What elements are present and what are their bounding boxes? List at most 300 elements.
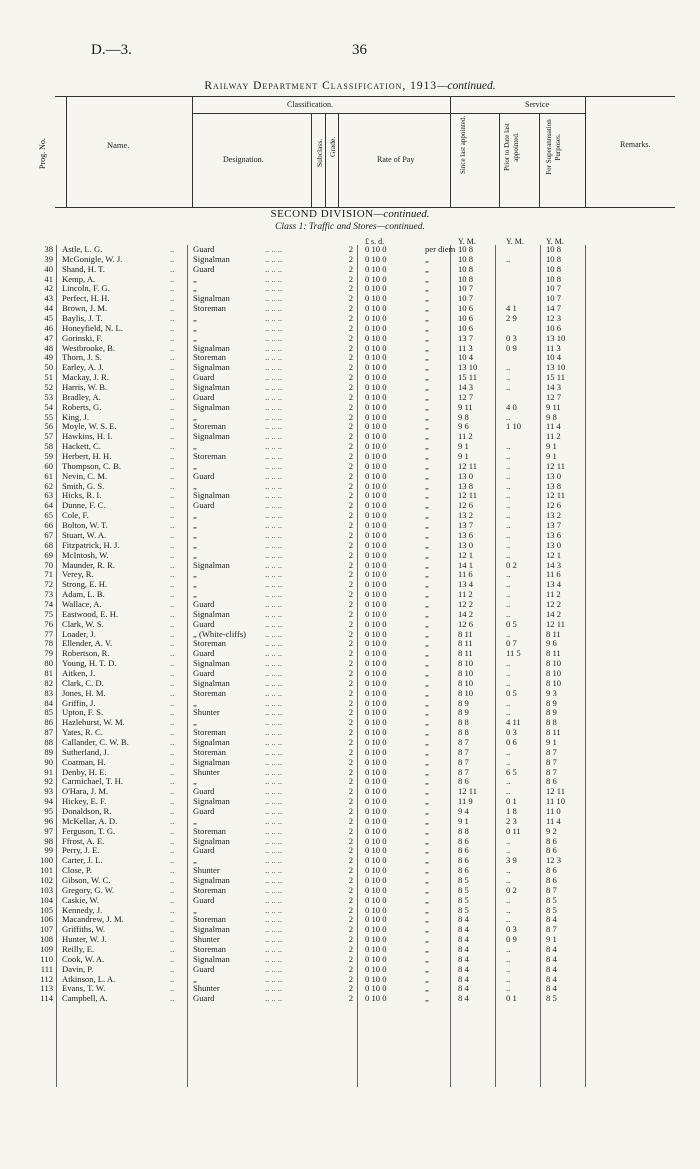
leader-dots: .. .. .. — [265, 618, 283, 629]
designation-cell: Signalman — [193, 293, 230, 304]
grade-cell: 2 — [348, 658, 353, 669]
prog-no-cell: 59 — [44, 451, 53, 462]
rate-of-pay-cell: 0 10 0 — [365, 490, 387, 501]
service-since-last-cell: 8 10 — [458, 677, 474, 688]
grade-cell: 2 — [348, 263, 353, 274]
designation-cell: Storeman — [193, 825, 226, 836]
leader-dots: .. .. .. — [265, 924, 283, 935]
rate-of-pay-cell: 0 10 0 — [365, 303, 387, 314]
service-superannuation-cell: 13 0 — [546, 539, 562, 550]
name-cell: Aitken, J. — [62, 667, 96, 678]
grade-cell: 2 — [348, 332, 353, 343]
service-superannuation-cell: 8 7 — [546, 766, 557, 777]
leader-dots: .. — [170, 263, 175, 274]
leader-dots: .. .. .. — [265, 944, 283, 955]
pay-period-cell: „ — [425, 983, 429, 994]
name-cell: Dunne, F. C. — [62, 500, 106, 511]
leader-dots: .. .. .. — [265, 805, 283, 816]
rate-of-pay-cell: 0 10 0 — [365, 322, 387, 333]
service-superannuation-cell: 10 7 — [546, 283, 562, 294]
document-code: D.—3. — [91, 42, 132, 58]
classification-header: Classification. — [287, 100, 333, 109]
leader-dots: .. .. .. — [265, 875, 283, 885]
leader-dots: .. .. .. — [265, 776, 283, 787]
leader-dots: .. — [170, 589, 175, 600]
leader-dots: .. .. .. — [265, 993, 283, 1004]
service-since-last-cell: 8 6 — [458, 776, 469, 787]
prog-no-cell: 96 — [44, 815, 53, 826]
prog-no-cell: 57 — [44, 431, 53, 442]
leader-dots: .. — [170, 776, 175, 787]
grade-cell: 2 — [348, 667, 353, 678]
grade-cell: 2 — [348, 697, 353, 708]
name-cell: Bradley, A. — [62, 391, 101, 402]
leader-dots: .. — [170, 470, 175, 481]
rate-of-pay-cell: 0 10 0 — [365, 835, 387, 846]
pay-period-cell: „ — [425, 973, 429, 984]
prog-no-cell: 58 — [44, 441, 53, 452]
leader-dots: .. — [170, 628, 175, 639]
rate-of-pay-cell: 0 10 0 — [365, 480, 387, 491]
pay-period-cell: „ — [425, 451, 429, 462]
service-since-last-cell: 12 11 — [458, 490, 478, 501]
service-prior-cell: 3 9 — [506, 855, 517, 866]
name-cell: Maunder, R. R. — [62, 559, 115, 570]
designation-cell: Shunter — [193, 934, 220, 945]
designation-cell: Guard — [193, 244, 215, 254]
name-cell: Young, H. T. D. — [62, 658, 117, 669]
designation-cell: Signalman — [193, 401, 230, 412]
pay-period-cell: „ — [425, 884, 429, 895]
service-superannuation-cell: 10 8 — [546, 244, 562, 254]
service-since-last-cell: 13 7 — [458, 520, 474, 531]
service-prior-cell: 0 2 — [506, 884, 517, 895]
service-since-last-cell: 8 4 — [458, 993, 469, 1004]
leader-dots: .. .. .. — [265, 786, 283, 797]
rate-of-pay-cell: 0 10 0 — [365, 263, 387, 274]
name-cell: Thompson, C. B. — [62, 460, 121, 471]
service-superannuation-cell: 9 1 — [546, 934, 557, 945]
name-cell: Donaldson, R. — [62, 805, 112, 816]
service-since-last-cell: 12 6 — [458, 500, 474, 511]
service-prior-cell: .. — [506, 865, 511, 876]
pay-period-cell: „ — [425, 352, 429, 363]
leader-dots: .. .. .. — [265, 332, 283, 343]
service-superannuation-cell: 11 4 — [546, 815, 561, 826]
service-superannuation-cell: 14 2 — [546, 608, 562, 619]
name-cell: Atkinson, L. A. — [62, 973, 116, 984]
grade-cell: 2 — [348, 401, 353, 412]
leader-dots: .. .. .. — [265, 904, 283, 915]
service-superannuation-cell: 8 6 — [546, 865, 557, 876]
service-prior-cell: 2 9 — [506, 313, 517, 324]
service-superannuation-cell: 10 8 — [546, 253, 562, 264]
leader-dots: .. .. .. — [265, 717, 283, 728]
designation-cell: „ — [193, 283, 197, 294]
service-since-last-cell: 8 6 — [458, 835, 469, 846]
pay-period-cell: „ — [425, 529, 429, 540]
service-superannuation-cell: 14 3 — [546, 382, 562, 393]
leader-dots: .. .. .. — [265, 293, 283, 304]
service-prior-cell: 0 2 — [506, 559, 517, 570]
service-prior-cell: .. — [506, 372, 511, 383]
designation-cell: Storeman — [193, 944, 226, 955]
pay-period-cell: „ — [425, 717, 429, 728]
leader-dots: .. — [170, 963, 175, 974]
leader-dots: .. — [170, 835, 175, 846]
leader-dots: .. .. .. — [265, 736, 283, 747]
pay-period-cell: „ — [425, 332, 429, 343]
leader-dots: .. .. .. — [265, 934, 283, 945]
leader-dots: .. .. .. — [265, 244, 283, 254]
service-superannuation-cell: 8 8 — [546, 717, 557, 728]
grade-cell: 2 — [348, 875, 353, 885]
service-since-last-cell: 8 6 — [458, 845, 469, 856]
pay-period-cell: „ — [425, 924, 429, 935]
leader-dots: .. — [170, 322, 175, 333]
service-since-last-cell: 8 4 — [458, 963, 469, 974]
service-since-last-cell: 14 2 — [458, 608, 474, 619]
rate-of-pay-cell: 0 10 0 — [365, 648, 387, 659]
leader-dots: .. .. .. — [265, 470, 283, 481]
name-cell: McIntosh, W. — [62, 549, 109, 560]
grade-cell: 2 — [348, 953, 353, 964]
leader-dots: .. — [170, 825, 175, 836]
rate-of-pay-cell: 0 10 0 — [365, 894, 387, 905]
designation-cell: „ — [193, 441, 197, 452]
pay-period-cell: „ — [425, 845, 429, 856]
service-superannuation-cell: 13 10 — [546, 332, 566, 343]
pay-period-cell: „ — [425, 658, 429, 669]
prog-no-cell: 99 — [44, 845, 53, 856]
service-prior-cell: .. — [506, 707, 511, 718]
service-prior-cell: .. — [506, 914, 511, 925]
leader-dots: .. .. .. — [265, 973, 283, 984]
leader-dots: .. .. .. — [265, 608, 283, 619]
prog-no-cell: 94 — [44, 796, 53, 807]
name-cell: Hunter, W. J. — [62, 934, 107, 945]
grade-cell: 2 — [348, 993, 353, 1004]
grade-cell: 2 — [348, 825, 353, 836]
prog-no-cell: 80 — [44, 658, 53, 669]
service-superannuation-cell: 12 6 — [546, 500, 562, 511]
name-cell: Mackay, J. R. — [62, 372, 109, 383]
pay-period-cell: per diem — [425, 244, 456, 254]
designation-cell: Guard — [193, 263, 215, 274]
service-prior-cell: .. — [506, 845, 511, 856]
prog-no-cell: 38 — [44, 244, 53, 254]
service-prior-cell: .. — [506, 983, 511, 994]
prog-no-cell: 101 — [40, 865, 53, 876]
name-cell: Hawkins, H. I. — [62, 431, 113, 442]
grade-cell: 2 — [348, 855, 353, 866]
service-superannuation-cell: 8 11 — [546, 648, 561, 659]
leader-dots: .. — [170, 460, 175, 471]
service-since-last-cell: 11 9 — [458, 796, 473, 807]
service-superannuation-cell: 9 6 — [546, 638, 557, 649]
service-since-last-cell: 8 10 — [458, 687, 474, 698]
grade-cell: 2 — [348, 490, 353, 501]
rate-of-pay-cell: 0 10 0 — [365, 766, 387, 777]
service-since-last-cell: 9 6 — [458, 421, 469, 432]
section-title-main: SECOND DIVISION — [270, 208, 374, 220]
designation-cell: Signalman — [193, 658, 230, 669]
service-superannuation-cell: 9 1 — [546, 441, 557, 452]
leader-dots: .. .. .. — [265, 667, 283, 678]
grade-cell: 2 — [348, 421, 353, 432]
designation-cell: Storeman — [193, 638, 226, 649]
service-prior-cell: .. — [506, 441, 511, 452]
rate-of-pay-cell: 0 10 0 — [365, 460, 387, 471]
leader-dots: .. .. .. — [265, 441, 283, 452]
name-cell: O'Hara, J. M. — [62, 786, 109, 797]
leader-dots: .. .. .. — [265, 352, 283, 363]
pay-period-cell: „ — [425, 372, 429, 383]
grade-cell: 2 — [348, 372, 353, 383]
service-prior-cell: .. — [506, 470, 511, 481]
leader-dots: .. .. .. — [265, 569, 283, 580]
prog-no-cell: 40 — [44, 263, 53, 274]
service-superannuation-cell: 14 7 — [546, 303, 562, 314]
prog-no-cell: 104 — [40, 894, 53, 905]
service-prior-cell: .. — [506, 944, 511, 955]
service-since-last-cell: 8 9 — [458, 707, 469, 718]
designation-cell: Signalman — [193, 431, 230, 442]
leader-dots: .. — [170, 293, 175, 304]
designation-cell: „ — [193, 776, 197, 787]
name-cell: Campbell, A. — [62, 993, 108, 1004]
pay-period-cell: „ — [425, 401, 429, 412]
designation-cell: Guard — [193, 372, 215, 383]
name-cell: Denby, H. E. — [62, 766, 107, 777]
leader-dots: .. — [170, 993, 175, 1004]
service-superannuation-cell: 13 8 — [546, 480, 562, 491]
service-since-last-cell: 8 5 — [458, 894, 469, 905]
service-since-last-cell: 13 2 — [458, 510, 474, 521]
grade-cell: 2 — [348, 539, 353, 550]
leader-dots: .. — [170, 983, 175, 994]
pay-period-cell: „ — [425, 677, 429, 688]
designation-cell: Shunter — [193, 983, 220, 994]
rate-of-pay-cell: 0 10 0 — [365, 283, 387, 294]
pay-period-cell: „ — [425, 865, 429, 876]
service-prior-cell: .. — [506, 756, 511, 767]
name-cell: Brown, J. M. — [62, 303, 108, 314]
rate-of-pay-cell: 0 10 0 — [365, 796, 387, 807]
prog-no-cell: 48 — [44, 342, 53, 353]
rate-of-pay-cell: 0 10 0 — [365, 805, 387, 816]
rate-of-pay-cell: 0 10 0 — [365, 382, 387, 393]
service-prior-cell: .. — [506, 362, 511, 373]
since-last-header: Since last appointed. — [459, 115, 467, 174]
pay-period-cell: „ — [425, 608, 429, 619]
rate-of-pay-cell: 0 10 0 — [365, 865, 387, 876]
service-since-last-cell: 10 8 — [458, 244, 474, 254]
designation-cell: Storeman — [193, 352, 226, 363]
service-since-last-cell: 9 4 — [458, 805, 469, 816]
pay-period-cell: „ — [425, 687, 429, 698]
rate-of-pay-cell: 0 10 0 — [365, 529, 387, 540]
service-superannuation-cell: 8 4 — [546, 944, 557, 955]
service-superannuation-cell: 13 0 — [546, 470, 562, 481]
designation-cell: „ — [193, 589, 197, 600]
service-since-last-cell: 12 2 — [458, 598, 474, 609]
prog-no-cell: 77 — [44, 628, 53, 639]
service-since-last-cell: 8 8 — [458, 727, 469, 738]
service-superannuation-cell: 11 6 — [546, 569, 561, 580]
grade-cell: 2 — [348, 391, 353, 402]
leader-dots: .. — [170, 441, 175, 452]
grade-cell: 2 — [348, 973, 353, 984]
prog-no-cell: 72 — [44, 579, 53, 590]
designation-cell: Signalman — [193, 490, 230, 501]
rate-of-pay-cell: 0 10 0 — [365, 608, 387, 619]
service-prior-cell: 2 3 — [506, 815, 517, 826]
service-since-last-cell: 8 5 — [458, 884, 469, 895]
designation-cell: Signalman — [193, 559, 230, 570]
leader-dots: .. — [170, 391, 175, 402]
service-since-last-cell: 12 11 — [458, 460, 478, 471]
name-cell: Fitzpatrick, H. J. — [62, 539, 120, 550]
service-since-last-cell: 8 5 — [458, 875, 469, 885]
designation-cell: Storeman — [193, 451, 226, 462]
pay-period-cell: „ — [425, 875, 429, 885]
designation-cell: Shunter — [193, 766, 220, 777]
pay-period-cell: „ — [425, 934, 429, 945]
pay-period-cell: „ — [425, 855, 429, 866]
service-since-last-cell: 11 6 — [458, 569, 473, 580]
designation-cell: Signalman — [193, 796, 230, 807]
grade-cell: 2 — [348, 303, 353, 314]
prog-no-cell: 86 — [44, 717, 53, 728]
designation-cell: Storeman — [193, 884, 226, 895]
service-superannuation-cell: 13 4 — [546, 579, 562, 590]
service-prior-cell: .. — [506, 697, 511, 708]
name-cell: Ellender, A. V. — [62, 638, 113, 649]
leader-dots: .. .. .. — [265, 707, 283, 718]
prog-no-cell: 63 — [44, 490, 53, 501]
since-units: Y. M. — [458, 237, 476, 246]
service-since-last-cell: 8 10 — [458, 658, 474, 669]
designation-cell: Guard — [193, 598, 215, 609]
leader-dots: .. .. .. — [265, 835, 283, 846]
pay-period-cell: „ — [425, 283, 429, 294]
leader-dots: .. — [170, 618, 175, 629]
service-since-last-cell: 10 4 — [458, 352, 474, 363]
section-subtitle: Class 1: Traffic and Stores—continued. — [275, 222, 425, 232]
service-since-last-cell: 8 8 — [458, 717, 469, 728]
service-prior-cell: .. — [506, 973, 511, 984]
pay-period-cell: „ — [425, 638, 429, 649]
service-superannuation-cell: 12 11 — [546, 618, 566, 629]
pay-period-cell: „ — [425, 746, 429, 757]
rate-of-pay-cell: 0 10 0 — [365, 944, 387, 955]
leader-dots: .. — [170, 973, 175, 984]
pay-period-cell: „ — [425, 786, 429, 797]
rate-of-pay-cell: 0 10 0 — [365, 569, 387, 580]
designation-cell: „ — [193, 697, 197, 708]
service-superannuation-cell: 8 5 — [546, 993, 557, 1004]
pay-period-cell: „ — [425, 667, 429, 678]
page-title — [0, 80, 700, 92]
section-title-suffix: —continued. — [373, 208, 430, 220]
grade-cell: 2 — [348, 805, 353, 816]
page-title-main: Railway Department Classification, 1913 — [204, 80, 438, 92]
leader-dots: .. .. .. — [265, 884, 283, 895]
leader-dots: .. — [170, 529, 175, 540]
designation-cell: Guard — [193, 391, 215, 402]
name-cell: Kemp, A. — [62, 273, 96, 284]
service-superannuation-cell: 12 1 — [546, 549, 562, 560]
prior-units: Y. M. — [506, 237, 524, 246]
service-since-last-cell: 8 11 — [458, 648, 473, 659]
designation-cell: Signalman — [193, 382, 230, 393]
prog-no-header: Prog. No. — [38, 138, 47, 169]
leader-dots: .. — [170, 875, 175, 885]
leader-dots: .. — [170, 924, 175, 935]
pay-period-cell: „ — [425, 736, 429, 747]
rate-of-pay-cell: 0 10 0 — [365, 973, 387, 984]
name-cell: Earley, A. J. — [62, 362, 104, 373]
name-cell: Sutherland, J. — [62, 746, 110, 757]
pay-period-cell: „ — [425, 953, 429, 964]
pay-period-cell: „ — [425, 253, 429, 264]
leader-dots: .. .. .. — [265, 658, 283, 669]
service-superannuation-cell: 8 5 — [546, 894, 557, 905]
leader-dots: .. .. .. — [265, 263, 283, 274]
service-since-last-cell: 8 4 — [458, 983, 469, 994]
pay-period-cell: „ — [425, 480, 429, 491]
leader-dots: .. — [170, 559, 175, 570]
leader-dots: .. — [170, 717, 175, 728]
leader-dots: .. — [170, 756, 175, 767]
grade-cell: 2 — [348, 253, 353, 264]
rate-of-pay-cell: 0 10 0 — [365, 500, 387, 511]
designation-cell: Storeman — [193, 303, 226, 314]
prog-no-cell: 82 — [44, 677, 53, 688]
designation-cell: Guard — [193, 786, 215, 797]
service-prior-cell: .. — [506, 835, 511, 846]
designation-cell: „ (White-cliffs) — [193, 628, 247, 639]
service-since-last-cell: 11 3 — [458, 342, 473, 353]
leader-dots: .. — [170, 401, 175, 412]
grade-cell: 2 — [348, 786, 353, 797]
name-cell: Clark, W. S. — [62, 618, 104, 629]
designation-cell: Signalman — [193, 736, 230, 747]
service-since-last-cell: 8 8 — [458, 825, 469, 836]
prog-no-cell: 79 — [44, 648, 53, 659]
grade-cell: 2 — [348, 510, 353, 521]
designation-cell: „ — [193, 549, 197, 560]
service-superannuation-cell: 8 10 — [546, 658, 562, 669]
designation-cell: Signalman — [193, 835, 230, 846]
prog-no-cell: 112 — [40, 973, 53, 984]
service-prior-cell: .. — [506, 786, 511, 797]
leader-dots: .. — [170, 884, 175, 895]
service-prior-cell: .. — [506, 608, 511, 619]
prog-no-cell: 46 — [44, 322, 53, 333]
leader-dots: .. — [170, 815, 175, 826]
leader-dots: .. — [170, 648, 175, 659]
designation-cell: Signalman — [193, 924, 230, 935]
service-superannuation-cell: 13 2 — [546, 510, 562, 521]
prog-no-cell: 43 — [44, 293, 53, 304]
designation-cell: „ — [193, 973, 197, 984]
grade-header: Grade. — [328, 136, 337, 157]
service-superannuation-cell: 11 2 — [546, 431, 561, 442]
name-cell: King, J. — [62, 411, 89, 422]
service-since-last-cell: 13 7 — [458, 332, 474, 343]
